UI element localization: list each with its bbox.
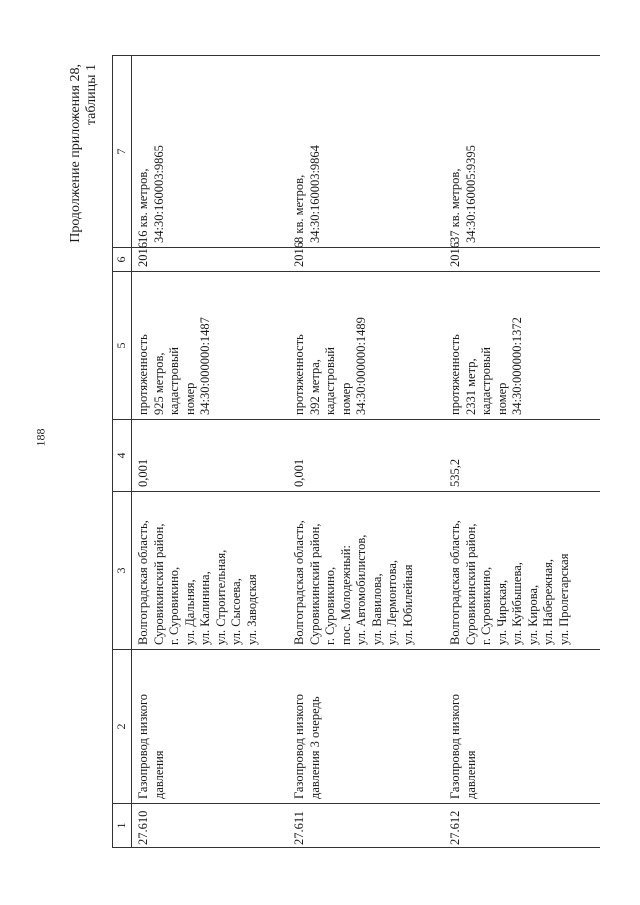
row-number-cell — [288, 804, 444, 848]
object-area-line: 34:30:160005:9395 — [463, 145, 478, 243]
object-name-cell — [132, 650, 289, 804]
object-characteristics-line: 392 метра, — [307, 359, 322, 415]
object-characteristics-line: номер — [338, 382, 353, 415]
object-address-line: ул. Дальняя, — [182, 579, 197, 645]
object-characteristics-cell — [132, 272, 289, 420]
object-value-cell — [132, 420, 289, 492]
object-value-cell — [288, 420, 444, 492]
object-address-line: г. Суровикино, — [479, 566, 493, 645]
object-characteristics-line: кадастровый — [479, 347, 493, 415]
object-address-line: ул. Кирова, — [525, 584, 540, 645]
object-year: 2016 — [136, 242, 150, 267]
object-value: 535,2 — [448, 458, 462, 487]
object-address-line: ул. Юбилейная — [400, 564, 415, 645]
object-value: 0,001 — [292, 458, 306, 487]
object-characteristics-line: протяженность — [448, 334, 462, 415]
object-name-line: Газопровод низкого — [136, 693, 150, 799]
column-header: 1 — [113, 804, 132, 848]
object-name-line: давления — [151, 750, 166, 799]
object-address-cell — [132, 492, 289, 650]
object-name-cell — [444, 650, 600, 804]
object-characteristics-cell — [444, 272, 600, 420]
object-address-line: ул. Куйбышева, — [510, 562, 524, 645]
object-year: 2016 — [292, 242, 306, 267]
row-number-cell — [132, 804, 289, 848]
object-year-cell — [288, 242, 444, 272]
column-header: 5 — [113, 272, 132, 420]
table-row — [444, 56, 600, 848]
column-header: 3 — [113, 492, 132, 650]
object-address-line: г. Суровикино, — [323, 566, 337, 645]
object-address-cell — [288, 492, 444, 650]
continuation-line-1: Продолжение приложения 28, — [68, 64, 83, 243]
row-number: 27.612 — [448, 810, 462, 845]
object-address-line: Волгоградская область, — [292, 520, 306, 645]
row-number-cell — [444, 804, 600, 848]
object-address-line: Суровикинский район, — [151, 523, 166, 645]
object-name-line: Газопровод низкого — [448, 693, 462, 799]
table-body — [132, 56, 601, 848]
object-characteristics-line: номер — [494, 382, 509, 415]
object-year-cell — [132, 242, 289, 272]
object-characteristics-line: 34:30:000000:1487 — [198, 317, 212, 415]
object-address-line: Волгоградская область, — [448, 520, 462, 645]
object-characteristics-line: кадастровый — [167, 347, 181, 415]
object-address-line: пос. Молодежный: — [338, 545, 353, 645]
table-header-row — [113, 56, 132, 848]
object-characteristics-line: 34:30:000000:1372 — [510, 317, 524, 415]
object-characteristics-line: протяженность — [292, 334, 306, 415]
object-characteristics-line: 925 метров, — [151, 352, 166, 415]
table-row — [132, 56, 289, 848]
object-address-line: ул. Лермонтова, — [385, 560, 399, 645]
object-address-line: ул. Автомобилистов, — [354, 534, 368, 645]
object-address-line: ул. Строительная, — [213, 549, 228, 645]
object-address-line: Волгоградская область, — [136, 520, 150, 645]
object-characteristics-line: номер — [182, 382, 197, 415]
object-year-cell — [444, 242, 600, 272]
object-area-line: 34:30:160003:9865 — [151, 145, 166, 243]
object-area-line: 8 кв. метров, — [292, 174, 306, 243]
object-address-line: ул. Заводская — [244, 574, 259, 645]
object-name-line: давления 3 очередь — [307, 696, 322, 799]
object-address-line: г. Суровикино, — [167, 566, 181, 645]
object-value-cell — [444, 420, 600, 492]
column-header: 4 — [113, 420, 132, 492]
object-area-cell — [288, 56, 444, 248]
object-area-line: 34:30:160003:9864 — [307, 145, 322, 243]
rotated-page-content — [60, 56, 580, 848]
object-address-line: ул. Пролетарская — [556, 553, 571, 645]
object-name-line: давления — [463, 750, 478, 799]
object-address-line: ул. Чирская, — [494, 579, 509, 645]
object-area-cell — [132, 56, 289, 248]
row-number: 27.611 — [292, 811, 306, 845]
object-characteristics-line: 34:30:000000:1489 — [354, 317, 368, 415]
object-address-line: Суровикинский район, — [463, 523, 478, 645]
object-address-line: ул. Набережная, — [541, 558, 555, 645]
object-name-cell — [288, 650, 444, 804]
object-characteristics-line: протяженность — [136, 334, 150, 415]
object-area-cell — [444, 56, 600, 248]
object-value: 0,001 — [136, 458, 150, 487]
column-header: 7 — [113, 56, 132, 248]
object-characteristics-line: кадастровый — [323, 347, 337, 415]
object-characteristics-cell — [288, 272, 444, 420]
object-address-line: ул. Сысоева, — [229, 578, 243, 645]
column-header: 2 — [113, 650, 132, 804]
row-number: 27.610 — [136, 810, 150, 845]
object-characteristics-line: 2331 метр, — [463, 358, 478, 415]
continuation-line-2: таблицы 1 — [84, 64, 99, 126]
object-area-line: 37 кв. метров, — [448, 168, 462, 243]
object-address-line: ул. Калинина, — [198, 571, 212, 645]
object-year: 2016 — [448, 242, 462, 267]
table-row — [288, 56, 444, 848]
object-area-line: 16 кв. метров, — [136, 168, 150, 243]
object-address-line: Суровикинский район, — [307, 523, 322, 645]
object-name-line: Газопровод низкого — [292, 693, 306, 799]
property-table — [112, 55, 600, 848]
object-address-cell — [444, 492, 600, 650]
continuation-note — [68, 64, 100, 243]
object-address-line: ул. Вавилова, — [369, 573, 384, 645]
column-header: 6 — [113, 248, 132, 272]
page-number: 188 — [33, 428, 48, 447]
